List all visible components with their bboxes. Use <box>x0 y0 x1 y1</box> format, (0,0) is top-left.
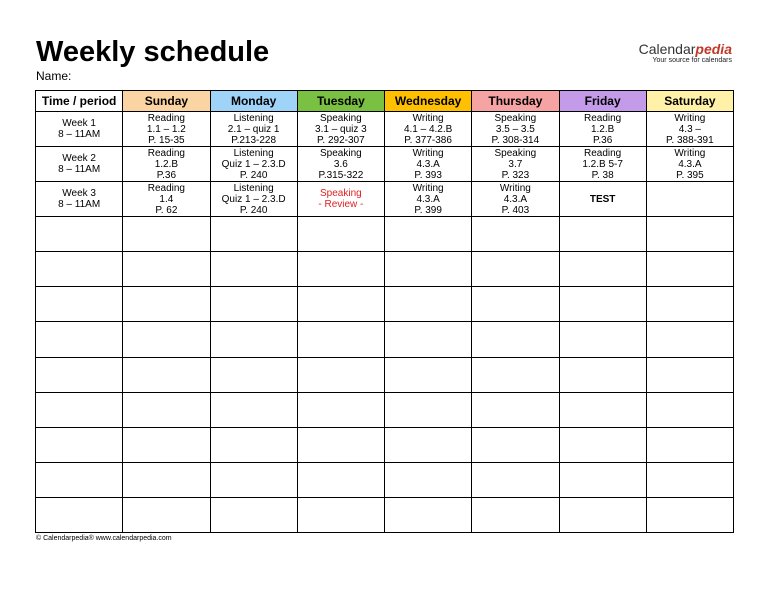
empty-cell[interactable] <box>297 287 384 322</box>
empty-cell[interactable] <box>646 217 733 252</box>
table-row <box>36 427 734 462</box>
header-row <box>36 91 734 112</box>
cell-line: P.36 <box>592 134 613 146</box>
empty-cell[interactable] <box>472 497 559 532</box>
empty-cell[interactable] <box>385 322 472 357</box>
cell-line: 3.5 – 3.5 <box>495 123 535 135</box>
brand-logo <box>639 42 732 65</box>
table-row <box>36 287 734 322</box>
cell-line: P. 388-391 <box>666 134 714 146</box>
empty-cell[interactable] <box>36 252 123 287</box>
empty-cell[interactable] <box>210 217 297 252</box>
cell-tuesday[interactable] <box>297 182 384 217</box>
cell-line: Reading <box>147 112 185 124</box>
brand-name-main: Calendar <box>638 41 696 57</box>
cell-line: Writing <box>412 112 444 124</box>
empty-cell[interactable] <box>36 462 123 497</box>
empty-cell[interactable] <box>123 462 210 497</box>
cell-line: 1.2.B <box>590 123 615 135</box>
cell-tuesday[interactable] <box>297 147 384 182</box>
empty-cell[interactable] <box>559 357 646 392</box>
brand-tagline: Your source for calendars <box>652 57 732 64</box>
empty-cell[interactable] <box>297 357 384 392</box>
cell-line: 8 – 11AM <box>58 164 101 176</box>
header-monday: Monday <box>210 91 297 112</box>
header-saturday: Saturday <box>646 91 733 112</box>
empty-cell[interactable] <box>646 252 733 287</box>
cell-line: Writing <box>674 147 706 159</box>
table-row <box>36 147 734 182</box>
table-row <box>36 182 734 217</box>
cell-line: P. 395 <box>676 169 704 181</box>
empty-cell[interactable] <box>210 497 297 532</box>
empty-cell[interactable] <box>123 392 210 427</box>
empty-cell[interactable] <box>559 497 646 532</box>
cell-line: Listening <box>233 147 274 159</box>
empty-cell[interactable] <box>385 392 472 427</box>
cell-line: 1.1 – 1.2 <box>146 123 186 135</box>
cell-line: 4.3.A <box>416 158 440 170</box>
cell-line: Reading <box>147 182 185 194</box>
cell-thursday[interactable] <box>472 112 559 147</box>
empty-cell[interactable] <box>385 217 472 252</box>
cell-thursday[interactable] <box>472 147 559 182</box>
cell-monday[interactable] <box>210 112 297 147</box>
cell-friday[interactable] <box>559 182 646 217</box>
cell-line: P. 38 <box>591 169 614 181</box>
empty-cell[interactable] <box>297 497 384 532</box>
header-time-period: Time / period <box>36 91 123 112</box>
brand-name-accent: pedia <box>695 41 732 57</box>
cell-line: P.315-322 <box>318 169 364 181</box>
empty-cell[interactable] <box>210 462 297 497</box>
cell-line: P. 292-307 <box>317 134 365 146</box>
empty-cell[interactable] <box>472 252 559 287</box>
cell-wednesday[interactable] <box>385 147 472 182</box>
empty-cell[interactable] <box>559 217 646 252</box>
table-row <box>36 322 734 357</box>
cell-line: P. 240 <box>239 204 268 216</box>
empty-cell[interactable] <box>559 322 646 357</box>
empty-cell[interactable] <box>472 217 559 252</box>
empty-cell[interactable] <box>646 287 733 322</box>
cell-line: Quiz 1 – 2.3.D <box>221 193 286 205</box>
cell-line: Reading <box>583 112 622 124</box>
empty-cell[interactable] <box>385 462 472 497</box>
cell-line: Listening <box>233 112 274 124</box>
cell-line: P. 403 <box>501 204 530 216</box>
empty-cell[interactable] <box>123 287 210 322</box>
cell-saturday[interactable] <box>646 182 733 217</box>
empty-cell[interactable] <box>210 357 297 392</box>
empty-cell[interactable] <box>472 322 559 357</box>
header-friday: Friday <box>559 91 646 112</box>
empty-cell[interactable] <box>559 462 646 497</box>
cell-friday[interactable] <box>559 147 646 182</box>
cell-line: Reading <box>147 147 185 159</box>
empty-cell[interactable] <box>385 497 472 532</box>
cell-line: 8 – 11AM <box>58 199 101 211</box>
cell-line: 3.6 <box>333 158 348 170</box>
empty-cell[interactable] <box>123 252 210 287</box>
empty-cell[interactable] <box>646 392 733 427</box>
empty-cell[interactable] <box>559 252 646 287</box>
cell-line: Speaking <box>320 112 362 124</box>
cell-sunday[interactable] <box>123 182 210 217</box>
table-row <box>36 112 734 147</box>
cell-wednesday[interactable] <box>385 112 472 147</box>
empty-cell[interactable] <box>385 357 472 392</box>
empty-cell[interactable] <box>559 287 646 322</box>
cell-line: P.36 <box>156 169 177 181</box>
empty-cell[interactable] <box>559 392 646 427</box>
table-row <box>36 252 734 287</box>
cell-line: 3.7 <box>508 158 523 170</box>
cell-line: 1.2.B <box>154 158 179 170</box>
cell-line: 3.1 – quiz 3 <box>315 123 367 135</box>
empty-cell[interactable] <box>210 252 297 287</box>
cell-line: P. 323 <box>501 169 530 181</box>
empty-cell[interactable] <box>385 287 472 322</box>
table-row <box>36 357 734 392</box>
empty-cell[interactable] <box>472 427 559 462</box>
empty-cell[interactable] <box>646 462 733 497</box>
cell-line: P. 393 <box>414 169 442 181</box>
table-row <box>36 392 734 427</box>
empty-cell[interactable] <box>36 217 123 252</box>
empty-cell[interactable] <box>210 392 297 427</box>
empty-cell[interactable] <box>210 322 297 357</box>
cell-line: 4.1 – 4.2.B <box>403 123 453 135</box>
cell-line: Speaking <box>494 112 537 124</box>
cell-line: 4.3 – <box>678 123 701 135</box>
table-row <box>36 462 734 497</box>
cell-line: Reading <box>583 147 622 159</box>
cell-line: Week 3 <box>62 188 96 200</box>
cell-line: P. 62 <box>155 204 178 216</box>
cell-line: Speaking <box>320 147 362 159</box>
cell-line: Quiz 1 – 2.3.D <box>221 158 286 170</box>
cell-line: Listening <box>233 182 274 194</box>
cell-thursday[interactable] <box>472 182 559 217</box>
table-row <box>36 217 734 252</box>
cell-sunday[interactable] <box>123 147 210 182</box>
cell-line: Speaking <box>320 188 362 200</box>
footer-copyright: © Calendarpedia® www.calendarpedia.com <box>36 535 172 542</box>
cell-wednesday[interactable] <box>385 182 472 217</box>
cell-line: P. 308-314 <box>491 134 540 146</box>
cell-line: 1.2.B 5-7 <box>582 158 623 170</box>
empty-cell[interactable] <box>385 427 472 462</box>
cell-saturday[interactable] <box>646 147 733 182</box>
empty-cell[interactable] <box>297 217 384 252</box>
empty-cell[interactable] <box>36 497 123 532</box>
empty-cell[interactable] <box>36 427 123 462</box>
empty-cell[interactable] <box>123 427 210 462</box>
cell-line: 2.1 – quiz 1 <box>227 123 280 135</box>
cell-monday[interactable] <box>210 147 297 182</box>
header-thursday: Thursday <box>472 91 559 112</box>
empty-cell[interactable] <box>297 252 384 287</box>
empty-cell[interactable] <box>472 462 559 497</box>
cell-monday[interactable] <box>210 182 297 217</box>
cell-line: Speaking <box>494 147 537 159</box>
cell-line: P. 240 <box>239 169 268 181</box>
empty-cell[interactable] <box>559 427 646 462</box>
empty-cell[interactable] <box>123 497 210 532</box>
name-label: Name: <box>36 69 72 83</box>
empty-cell[interactable] <box>36 392 123 427</box>
empty-cell[interactable] <box>210 427 297 462</box>
empty-cell[interactable] <box>297 462 384 497</box>
cell-line: Writing <box>499 182 531 194</box>
header-sunday: Sunday <box>123 91 210 112</box>
schedule-table <box>35 90 734 533</box>
cell-line: 8 – 11AM <box>58 129 101 141</box>
table-row <box>36 497 734 532</box>
cell-sunday[interactable] <box>123 112 210 147</box>
empty-cell[interactable] <box>646 357 733 392</box>
cell-line: 4.3.A <box>678 158 702 170</box>
empty-cell[interactable] <box>646 497 733 532</box>
empty-cell[interactable] <box>297 322 384 357</box>
empty-cell[interactable] <box>385 252 472 287</box>
header-wednesday: Wednesday <box>385 91 472 112</box>
empty-cell[interactable] <box>646 322 733 357</box>
cell-line: Week 2 <box>62 153 96 165</box>
cell-line: - Review - <box>318 199 364 211</box>
empty-cell[interactable] <box>210 287 297 322</box>
empty-cell[interactable] <box>36 357 123 392</box>
empty-cell[interactable] <box>123 217 210 252</box>
cell-line: P.213-228 <box>231 134 277 146</box>
cell-friday[interactable] <box>559 112 646 147</box>
cell-line: 1.4 <box>159 193 174 205</box>
cell-line: P. 15-35 <box>148 134 185 146</box>
cell-tuesday[interactable] <box>297 112 384 147</box>
empty-cell[interactable] <box>297 427 384 462</box>
cell-line: Writing <box>412 182 444 194</box>
page-title: Weekly schedule <box>36 36 270 68</box>
empty-cell[interactable] <box>472 392 559 427</box>
period-cell[interactable] <box>36 182 123 217</box>
cell-line: P. 399 <box>414 204 442 216</box>
cell-line: Week 1 <box>62 118 96 130</box>
empty-cell[interactable] <box>646 427 733 462</box>
cell-line: TEST <box>589 193 616 205</box>
empty-cell[interactable] <box>123 357 210 392</box>
cell-line: Writing <box>412 147 444 159</box>
header-tuesday: Tuesday <box>297 91 384 112</box>
period-cell[interactable] <box>36 147 123 182</box>
cell-line: 4.3.A <box>416 193 440 205</box>
empty-cell[interactable] <box>472 357 559 392</box>
empty-cell[interactable] <box>36 322 123 357</box>
empty-cell[interactable] <box>36 287 123 322</box>
period-cell[interactable] <box>36 112 123 147</box>
empty-cell[interactable] <box>472 287 559 322</box>
cell-line: 4.3.A <box>503 193 528 205</box>
cell-line: Writing <box>674 112 706 124</box>
empty-cell[interactable] <box>297 392 384 427</box>
cell-line: P. 377-386 <box>404 134 452 146</box>
cell-saturday[interactable] <box>646 112 733 147</box>
empty-cell[interactable] <box>123 322 210 357</box>
